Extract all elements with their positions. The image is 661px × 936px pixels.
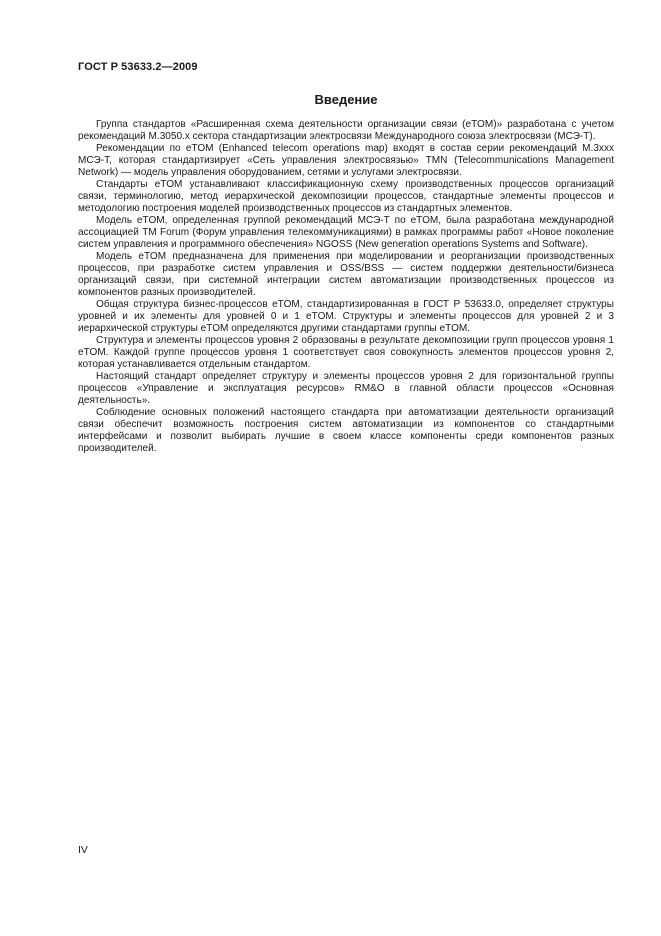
section-body (78, 119, 614, 455)
document-header: ГОСТ Р 53633.2—2009 (78, 61, 198, 73)
paragraph: Настоящий стандарт определяет структуру и элементы процессов уровня 2 для горизонтальной группы процессов «Управление и эксплуатация ресурсов» RM&O в главной области процессов «Основная деятельность». (78, 371, 614, 406)
paragraph: Соблюдение основных положений настоящего стандарта при автоматизации деятельности организаций связи обеспечит возможность построения систем автоматизации из компонентов со стандартными интерфейсами и позволит выбирать лучшие в своем классе компоненты среди компонентов разных производителей. (78, 407, 614, 454)
paragraph: Общая структура бизнес-процессов eTOM, стандартизированная в ГОСТ Р 53633.0, определяет структуры уровней и их элементы для уровней 0 и 1 eTOM. Структуры и элементы процессов для уровней 2 и 3 иерархической структуры eTOM определяются другими стандартами группы eTOM. (78, 299, 614, 334)
page-number: IV (78, 844, 88, 856)
paragraph: Модель eTOM предназначена для применения при моделировании и реорганизации производственных процессов, при разработке систем управления и OSS/BSS — систем поддержки деятельности/бизнеса организаций связи, при системной интеграции систем автоматизации производственных процессов из компонентов разных производителей. (78, 251, 614, 298)
section-title: Введение (314, 92, 378, 107)
paragraph: Рекомендации по eTOM (Enhanced telecom operations map) входят в состав серии рекомендаций М.3ххх МСЭ-Т, которая стандартизирует «Сеть управления электросвязью» TMN (Telecommunications Management Network) — модель управления оборудованием, сетями и услугами электросвязи. (78, 143, 614, 178)
paragraph: Структура и элементы процессов уровня 2 образованы в результате декомпозиции групп процессов уровня 1 eTOM. Каждой группе процессов уровня 1 соответствует своя совокупность элементов процессов уровня 2, которая устанавливается отдельным стандартом. (78, 335, 614, 370)
paragraph: Группа стандартов «Расширенная схема деятельности организации связи (eTOM)» разработана с учетом рекомендаций М.3050.х сектора стандартизации электросвязи Международного союза электросвязи (МСЭ-Т). (78, 119, 614, 142)
paragraph: Модель eTOM, определенная группой рекомендаций МСЭ-Т по eTOM, была разработана международной ассоциацией TM Forum (Форум управления телекоммуникациями) в рамках программы работ «Новое поколение систем управления и программного обеспечения» NGOSS (New generation operations Systems and Software). (78, 215, 614, 250)
paragraph: Стандарты eTOM устанавливают классификационную схему производственных процессов организаций связи, терминологию, метод иерархической декомпозиции процессов, стандартные элементы процессов и методологию построения моделей производственных процессов из стандартных элементов. (78, 179, 614, 214)
